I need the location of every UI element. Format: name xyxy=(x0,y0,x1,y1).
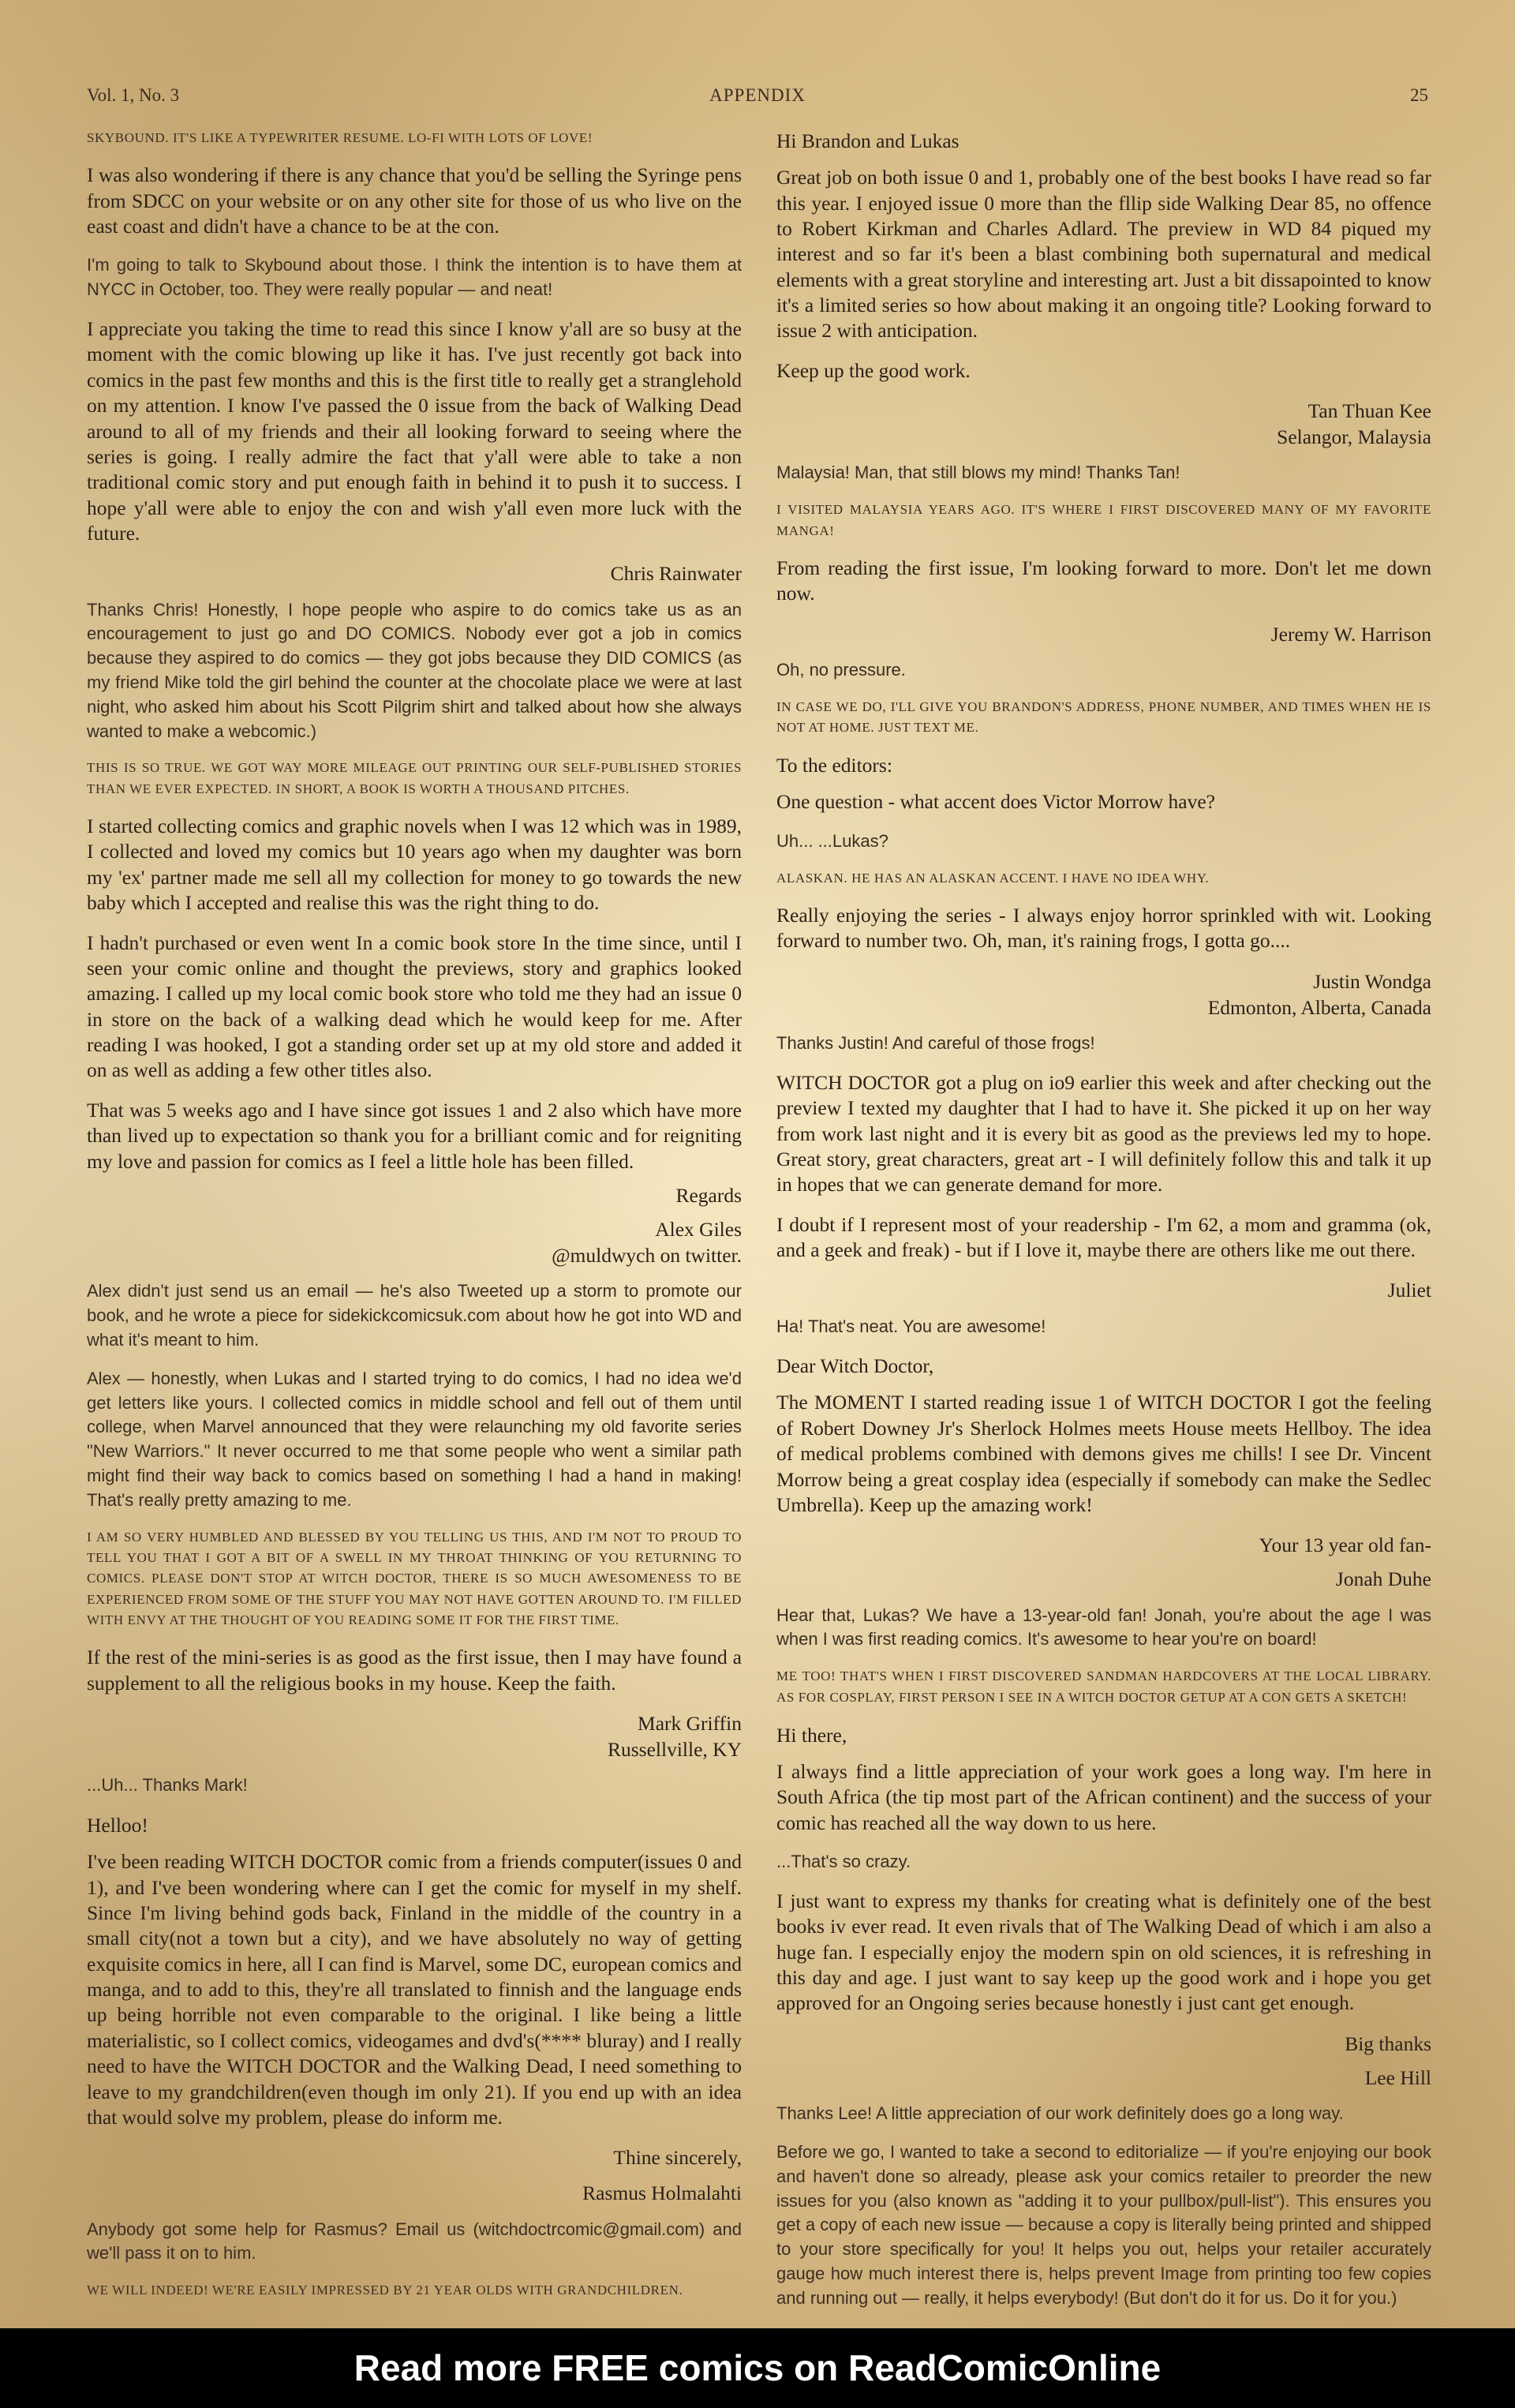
signature-name: Mark Griffin xyxy=(638,1711,742,1735)
letter-salutation: Dear Witch Doctor, xyxy=(776,1354,934,1378)
letter-text: I appreciate you taking the time to read this since I know y'all are so busy at the moment with the comic blowing up like it has. I've just recently got back into comics in the past few months and this is the first title to really get a stranglehold on my attention. I know I've passed the 0 issue from the back of Walking Dead around to all of my friends and their all looking forward to seeing where the series is going. I really admire the fact that y'all were able to take a non traditional comic story and put enough faith in behind it to push it to success. I hope y'all were able to enjoy the con and wish y'all even more luck with the future. xyxy=(87,317,742,545)
reply-text: Thanks Lee! A little appreciation of our work definitely does go a long way. xyxy=(776,2103,1344,2124)
promo-banner-text[interactable]: Read more FREE comics on ReadComicOnline xyxy=(354,2347,1162,2388)
reply-text: I VISITED MALAYSIA YEARS AGO. IT'S WHERE I FIRST DISCOVERED MANY OF MY FAVORITE MANGA! xyxy=(776,502,1431,538)
letter-salutation: Helloo! xyxy=(87,1814,148,1837)
signature-block xyxy=(776,1532,1431,1592)
reply-text: ...That's so crazy. xyxy=(776,1852,911,1872)
reply-text: Before we go, I wanted to take a second to editorialize — if you're enjoying our book and haven't done so already, please ask your comics retailer to preorder the new issues for you (also known as "adding it to your pullbox/pull-list"). This ensures you get a copy of each new issue — because a copy is literally being printed and shipped to your store specifically for you! It helps you out, helps your retailer accurately gauge how much interest there is, helps prevent Image from printing too few copies and running out — really, it helps everybody! (But don't do it for us. Do it for you.) xyxy=(776,2141,1431,2308)
page-header xyxy=(87,85,1428,110)
signature: Juliet xyxy=(1387,1279,1431,1302)
letter-text: Keep up the good work. xyxy=(776,358,971,382)
reply-text: I'm going to talk to Skybound about those. I think the intention is to have them at NYCC in October, too. They were really popular — and neat! xyxy=(87,255,742,300)
letter-text: I hadn't purchased or even went In a comic book store In the time since, until I seen your comic online and thought the previews, story and graphics looked amazing. I called up my local comic book store who told me they had an issue 0 in store on the back of a walking dead which he would keep for me. After reading I was hooked, I got a standing order set up at my old store and added it on as well as adding a few other titles also. xyxy=(87,931,742,1082)
reply-text: THIS IS SO TRUE. WE GOT WAY MORE MILEAGE OUT PRINTING OUR SELF-PUBLISHED STORIES THAN WE EVER EXPECTED. IN SHORT, A BOOK IS WORTH A THOUSAND PITCHES. xyxy=(87,760,742,796)
letter-text: If the rest of the mini-series is as good as the first issue, then I may have found a supplement to all the religious books in my house. Keep the faith. xyxy=(87,1646,742,1695)
reply-text: I AM SO VERY HUMBLED AND BLESSED BY YOU TELLING US THIS, AND I'M NOT TO PROUD TO TELL YOU THAT I GOT A BIT OF A SWELL IN MY THROAT THINKING OF YOU RETURNING TO COMICS. PLEASE DON'T STOP AT WITCH DOCTOR, THERE IS SO MUCH AWESOMENESS TO BE EXPERIENCED FROM SOME OF THE STUFF YOU MAY NOT HAVE GOTTEN AROUND TO. I'M FILLED WITH ENVY AT THE THOUGHT OF YOU READING SOME IT FOR THE FIRST TIME. xyxy=(87,1529,742,1627)
letter-text: The MOMENT I started reading issue 1 of WITCH DOCTOR I got the feeling of Robert Downey Jr's Sherlock Holmes meets House meets Hellboy. The idea of medical problems combined with demons gives me chills! I see Dr. Vincent Morrow being a great cosplay idea (especially if somebody can make the Sedlec Umbrella). Keep up the amazing work! xyxy=(776,1391,1431,1516)
reply-text: Hear that, Lukas? We have a 13-year-old fan! Jonah, you're about the age I was when I was first reading comics. It's awesome to hear you're on board! xyxy=(776,1605,1431,1650)
signature-name: Alex Giles xyxy=(655,1218,742,1241)
letter-text: I just want to express my thanks for creating what is definitely one of the best books iv ever read. It even rivals that of The Walking Dead of which i am also a huge fan. I especially enjoy the modern spin on old sciences, it is refreshing in this day and age. I just want to say keep up the good work and i hope you get approved for an Ongoing series because honestly i just cant get enough. xyxy=(776,1889,1431,2015)
signature-name: Jonah Duhe xyxy=(1335,1567,1431,1591)
signature: Chris Rainwater xyxy=(610,562,742,586)
signature-line: Your 13 year old fan- xyxy=(1259,1534,1431,1557)
letter-text: Great job on both issue 0 and 1, probably one of the best books I have read so far this year. I enjoyed issue 0 more than the fllip side Walking Dear 85, no offence to Robert Kirkman and Charles Adlard. The preview in WD 84 piqued my interest and so far it's been a blast combining both supernatural and medical elements with a great storyline and interesting art. Just a bit dissapointed to know it's a limited series so how about making it an ongoing title? Looking forward to issue 2 with anticipation. xyxy=(776,166,1431,343)
letter-text: I doubt if I represent most of your readership - I'm 62, a mom and gramma (ok, and a geek and freak) - but if I love it, maybe there are others like me out there. xyxy=(776,1212,1431,1262)
reply-text: Anybody got some help for Rasmus? Email us (witchdoctrcomic@gmail.com) and we'll pass it on to him. xyxy=(87,2219,742,2264)
reply-text: Alex — honestly, when Lukas and I started trying to do comics, I had no idea we'd get letters like yours. I collected comics in middle school and fell out of them until college, when Marvel announced that they were relaunching my old favorite series "New Warriors." It never occurred to me that some people who went a similar path might find their way back to comics based on something I had a hand in making! That's really pretty amazing to me. xyxy=(87,1368,742,1510)
reply-text: WE WILL INDEED! WE'RE EASILY IMPRESSED BY 21 YEAR OLDS WITH GRANDCHILDREN. xyxy=(87,2283,683,2298)
letter-text: I was also wondering if there is any chance that you'd be selling the Syringe pens from SDCC on your website or on any other site for those of us who live on the east coast and didn't have a chance to be at the con. xyxy=(87,163,742,238)
left-column xyxy=(87,128,742,2316)
section-title: APPENDIX xyxy=(709,85,806,105)
signature-line: Regards xyxy=(675,1183,742,1207)
signature-block xyxy=(87,1710,742,1762)
reply-text: ALASKAN. HE HAS AN ALASKAN ACCENT. I HAVE NO IDEA WHY. xyxy=(776,870,1210,886)
signature-handle: @muldwych on twitter. xyxy=(552,1244,742,1268)
signature-block xyxy=(776,398,1431,450)
reply-text: Alex didn't just send us an email — he's also Tweeted up a storm to promote our book, and he wrote a piece for sidekickcomicsuk.com about how he got into WD and what it's meant to him. xyxy=(87,1281,742,1350)
letter-text: I started collecting comics and graphic novels when I was 12 which was in 1989, I collected and loved my comics but 10 years ago when my daughter was born my 'ex' partner made me sell all my collection for money to go towards the new baby which I accepted and realise this was the right thing to do. xyxy=(87,815,742,915)
reply-text: Thanks Chris! Honestly, I hope people who aspire to do comics take us as an encouragement to just go and DO COMICS. Nobody ever got a job in comics because they aspired to do comics — they got jobs because they DID COMICS (as my friend Mike told the girl behind the counter at the chocolate place we were at last night, who asked him about his Scott Pilgrim shirt and talked about how she always wanted to make a webcomic.) xyxy=(87,599,742,741)
letter-salutation: To the editors: xyxy=(776,754,892,777)
reply-text: Oh, no pressure. xyxy=(776,659,906,680)
reply-text: ...Uh... Thanks Mark! xyxy=(87,1775,248,1796)
letter-salutation: Hi there, xyxy=(776,1723,847,1747)
signature-name: Lee Hill xyxy=(1364,2065,1431,2089)
signature-name: Rasmus Holmalahti xyxy=(582,2181,742,2205)
signature-name: Justin Wondga xyxy=(1313,969,1431,993)
signature-location: Selangor, Malaysia xyxy=(1277,425,1431,449)
reply-text: Uh... ...Lukas? xyxy=(776,830,888,851)
signature-name: Tan Thuan Kee xyxy=(1307,399,1431,423)
letter-text: WITCH DOCTOR got a plug on io9 earlier this week and after checking out the preview I texted my daughter that I had to have it. She picked it up on her way from work last night and it is every bit as good as the previews led my to hope. Great story, great characters, great art - I will definitely follow this and talk it up in hopes that we can generate demand for more. xyxy=(776,1070,1431,1197)
letter-salutation: Hi Brandon and Lukas xyxy=(776,129,960,152)
letter-text: One question - what accent does Victor Morrow have? xyxy=(776,790,1215,814)
signature-line: Thine sincerely, xyxy=(613,2146,742,2170)
reply-text: Ha! That's neat. You are awesome! xyxy=(776,1316,1046,1336)
signature: Jeremy W. Harrison xyxy=(1270,622,1431,646)
letter-text: From reading the first issue, I'm looking forward to more. Don't let me down now. xyxy=(776,556,1431,605)
signature-block xyxy=(776,968,1431,1020)
page-number: 25 xyxy=(1410,85,1428,105)
signature-block xyxy=(87,1182,742,1268)
reply-text: ME TOO! THAT'S WHEN I FIRST DISCOVERED SANDMAN HARDCOVERS AT THE LOCAL LIBRARY. AS FOR COSPLAY, FIRST PERSON I SEE IN A WITCH DOCTOR GETUP AT A CON GETS A SKETCH! xyxy=(776,1668,1431,1705)
reply-text: Malaysia! Man, that still blows my mind! Thanks Tan! xyxy=(776,463,1180,483)
right-column xyxy=(776,128,1431,2325)
letter-text: Really enjoying the series - I always enjoy horror sprinkled with wit. Looking forward to number two. Oh, man, it's raining frogs, I gotta go.... xyxy=(776,903,1431,953)
letter-text: I always find a little appreciation of your work goes a long way. I'm here in South Africa (the tip most part of the African continent) and the success of your comic has reached all the way down to us here. xyxy=(776,1760,1431,1834)
signature-block xyxy=(776,2031,1431,2091)
signature-location: Russellville, KY xyxy=(608,1738,742,1762)
signature-block xyxy=(87,2144,742,2206)
signature-location: Edmonton, Alberta, Canada xyxy=(1207,995,1431,1019)
letter-text: That was 5 weeks ago and I have since got issues 1 and 2 also which have more than lived up to expectation so thank you for a brilliant comic and for reigniting my love and passion for comics as I feel a little hole has been filled. xyxy=(87,1098,742,1173)
reply-text: Thanks Justin! And careful of those frogs! xyxy=(776,1032,1095,1053)
reply-text: SKYBOUND. IT'S LIKE A TYPEWRITER RESUME. LO-FI WITH LOTS OF LOVE! xyxy=(87,130,593,145)
signature-line: Big thanks xyxy=(1345,2032,1431,2055)
volume-label: Vol. 1, No. 3 xyxy=(87,85,180,105)
letter-text: I've been reading WITCH DOCTOR comic from a friends computer(issues 0 and 1), and I've been wondering where can I get the comic for myself in my shelf. Since I'm living behind gods back, Finland in the middle of the country in a small city(not a town but a city), and we have absolutely no way of getting exquisite comics in here, all I can find is Marvel, some DC, european comics and manga, and to add to this, they're all translated to finnish and the language ends up being horrible not even comparable to the original. I like being a little materialistic, so I collect comics, videogames and dvd's(**** bluray) and I really need to have the WITCH DOCTOR and the Walking Dead, I need something to leave to my grandchildren(even though im only 21). If you end up with an idea that would solve my problem, please do inform me. xyxy=(87,1850,742,2129)
promo-banner[interactable] xyxy=(0,2328,1515,2408)
reply-text: IN CASE WE DO, I'LL GIVE YOU BRANDON'S ADDRESS, PHONE NUMBER, AND TIMES WHEN HE IS NOT AT HOME. JUST TEXT ME. xyxy=(776,698,1431,735)
